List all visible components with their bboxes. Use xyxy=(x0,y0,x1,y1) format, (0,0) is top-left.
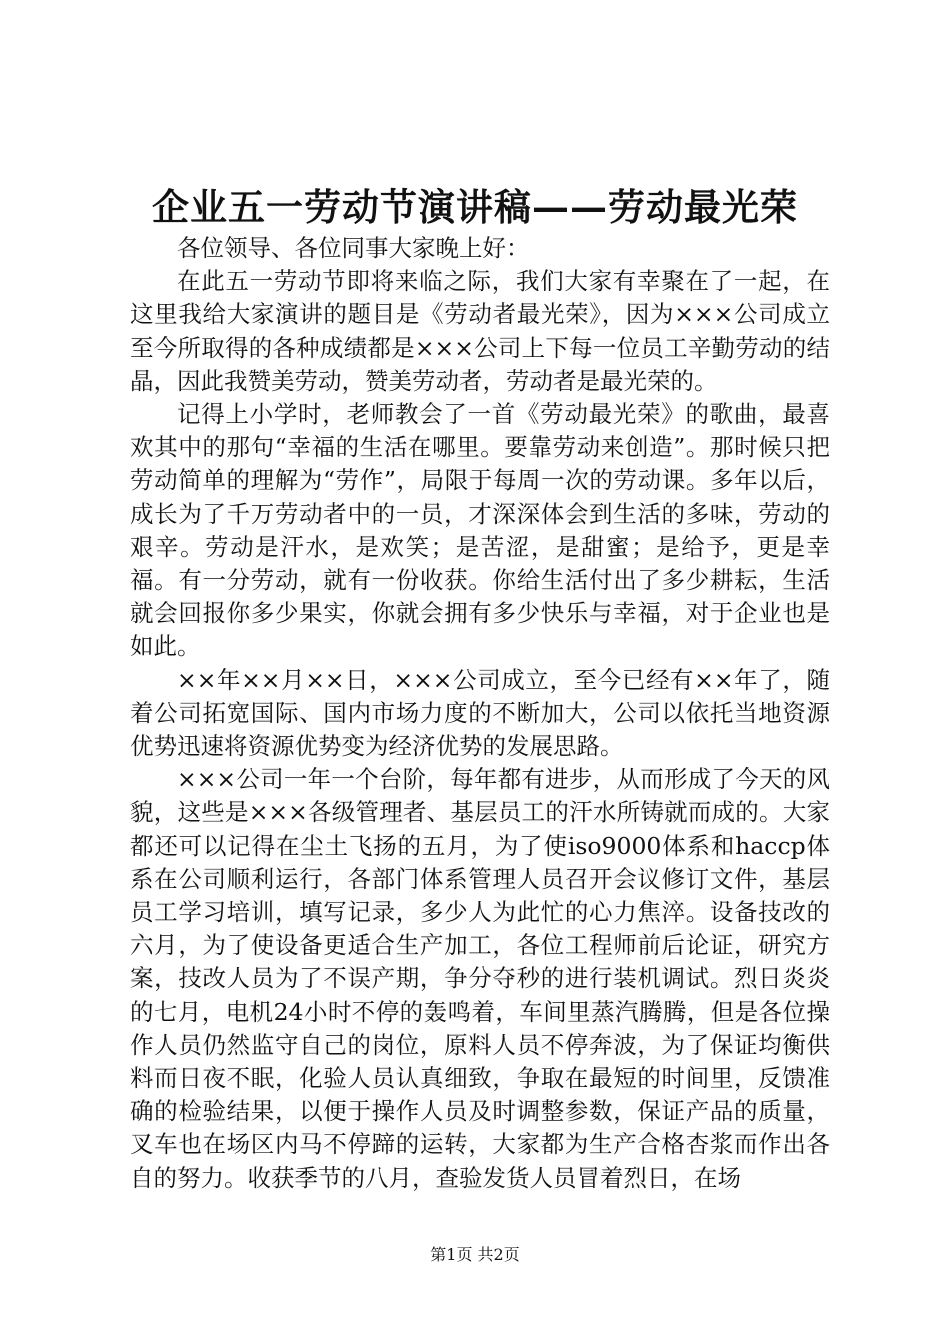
page-footer: 第1页 共2页 xyxy=(430,1245,520,1264)
paragraph-1: 在此五一劳动节即将来临之际，我们大家有幸聚在了一起，在这里我给大家演讲的题目是《劳动者最光荣》，因为×××公司成立至今所取得的各种成绩都是×××公司上下每一位员工辛勤劳动的结晶，因此我赞美劳动，赞美劳动者，劳动者是最光荣的。 xyxy=(130,267,830,395)
paragraph-4: ×××公司一年一个台阶，每年都有进步，从而形成了今天的风貌，这些是×××各级管理者、基层员工的汗水所铸就而成的。大家都还可以记得在尘土飞扬的五月，为了使iso9000体系和haccp体系在公司顺利运行，各部门体系管理人员召开会议修订文件，基层员工学习培训，填写记录，多少人为此忙的心力焦淬。设备技改的六月，为了使设备更适合生产加工，各位工程师前后论证，研究方案，技改人员为了不误产期，争分夺秒的进行装机调试。烈日炎炎的七月，电机24小时不停的轰鸣着，车间里蒸汽腾腾，但是各位操作人员仍然监守自己的岗位，原料人员不停奔波，为了保证均衡供料而日夜不眠，化验人员认真细致，争取在最短的时间里，反馈准确的检验结果，以便于操作人员及时调整参数，保证产品的质量，叉车也在场区内马不停蹄的运转，大家都为生产合格杏浆而作出各自的努力。收获季节的八月，查验发货人员冒着烈日，在场 xyxy=(130,765,830,1192)
paragraph-greeting: 各位领导、各位同事大家晚上好： xyxy=(177,234,530,262)
paragraph-3: ××年××月××日，×××公司成立，至今已经有××年了，随着公司拓宽国际、国内市场力度的不断加大，公司以依托当地资源优势迅速将资源优势变为经济优势的发展思路。 xyxy=(130,665,830,761)
paragraph-2: 记得上小学时，老师教会了一首《劳动最光荣》的歌曲，最喜欢其中的那句“幸福的生活在哪里。要靠劳动来创造”。那时候只把劳动简单的理解为“劳作”，局限于每周一次的劳动课。多年以后，成长为了千万劳动者中的一员，才深深体会到生活的多味，劳动的艰辛。劳动是汗水，是欢笑；是苦涩，是甜蜜；是给予，更是幸福。有一分劳动，就有一份收获。你给生活付出了多少耕耘，生活就会回报你多少果实，你就会拥有多少快乐与幸福，对于企业也是如此。 xyxy=(130,400,830,661)
document-title: 企业五一劳动节演讲稿——劳动最光荣 xyxy=(152,185,798,229)
document-body xyxy=(130,232,830,1195)
